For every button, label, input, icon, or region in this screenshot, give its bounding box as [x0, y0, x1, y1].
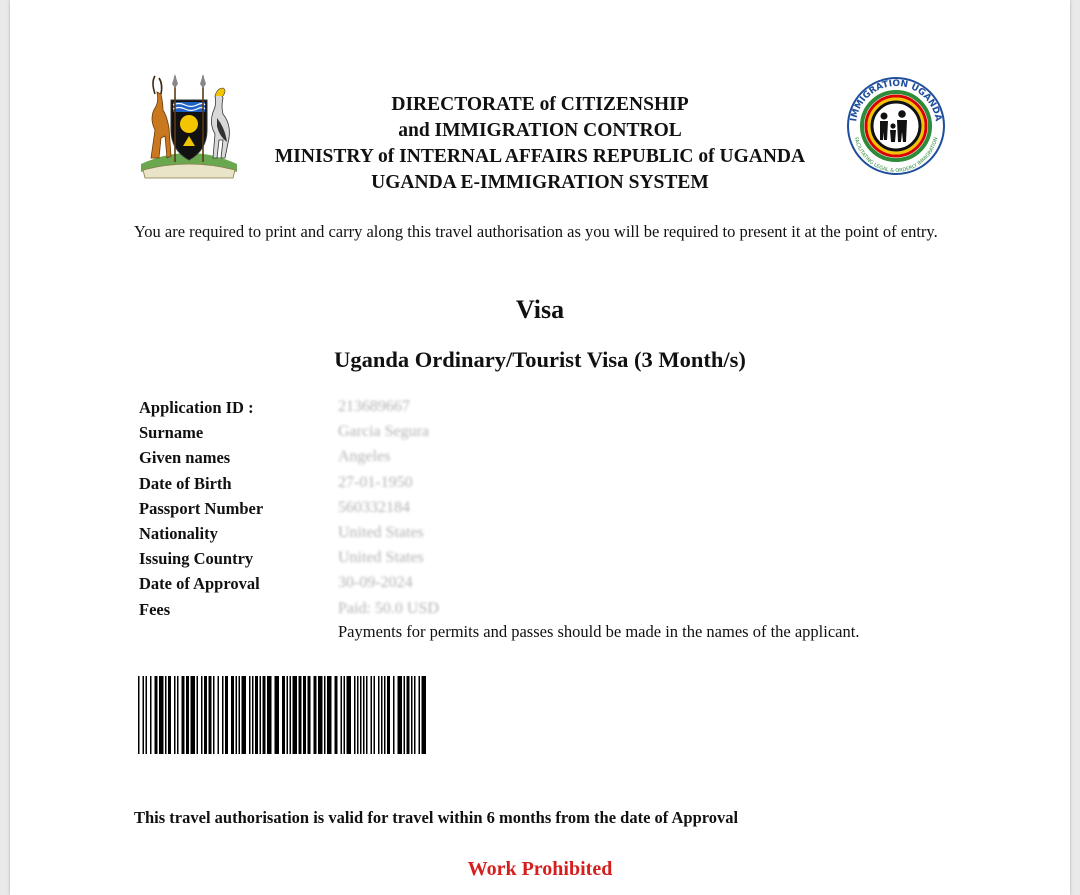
- header-line-1: DIRECTORATE of CITIZENSHIP: [391, 94, 689, 115]
- field-value: 27-01-1950: [338, 473, 413, 491]
- header: [210, 92, 870, 196]
- barcode-bar: [422, 676, 427, 754]
- barcode-bar: [174, 676, 176, 754]
- barcode-bar: [290, 676, 292, 754]
- field-value: 30-09-2024: [338, 574, 413, 592]
- field-label: Given names: [139, 448, 231, 468]
- barcode-bar: [407, 676, 410, 754]
- barcode-bar: [287, 676, 289, 754]
- barcode-bar: [260, 676, 262, 754]
- barcode-bar: [366, 676, 368, 754]
- barcode-bar: [150, 676, 152, 754]
- field-label: Passport Number: [139, 498, 264, 518]
- header-line-4: UGANDA E-IMMIGRATION SYSTEM: [371, 172, 709, 193]
- barcode-bar: [155, 676, 158, 754]
- header-line-2: and IMMIGRATION CONTROL: [398, 120, 682, 141]
- svg-text:FACILITATING LEGAL & ORDERLY I: FACILITATING LEGAL & ORDERLY IMMIGRATION: [852, 136, 940, 175]
- barcode-bar: [242, 676, 247, 754]
- barcode-bar: [275, 676, 280, 754]
- field-value: Garcia Segura: [338, 423, 430, 441]
- barcode-bar: [177, 676, 179, 754]
- barcode-bar: [419, 676, 421, 754]
- barcode-bar: [213, 676, 215, 754]
- barcode-bar: [387, 676, 390, 754]
- print-notice: You are required to print and carry along this travel authorisation as you will be required to present it at the point of entry.: [134, 222, 938, 241]
- visa-document: [10, 0, 1070, 895]
- barcode-bar: [209, 676, 212, 754]
- barcode-bar: [218, 676, 220, 754]
- barcode-bar: [282, 676, 285, 754]
- barcode-bar: [197, 676, 199, 754]
- field-label: Application ID :: [139, 398, 254, 417]
- barcode-bar: [360, 676, 362, 754]
- field-label: Nationality: [139, 523, 218, 543]
- barcode-bar: [378, 676, 380, 754]
- barcode-bar: [191, 676, 196, 754]
- barcode-bar: [381, 676, 383, 754]
- barcode-bar: [267, 676, 272, 754]
- barcode-bar: [371, 676, 373, 754]
- barcode-bar: [314, 676, 317, 754]
- barcode-bar: [159, 676, 164, 754]
- barcode-bar: [231, 676, 234, 754]
- svg-text:IMMIGRATION UGANDA: IMMIGRATION UGANDA: [849, 78, 943, 123]
- visa-type: Uganda Ordinary/Tourist Visa (3 Month/s): [334, 347, 746, 372]
- barcode-bar: [146, 676, 148, 754]
- barcode-bar: [411, 676, 413, 754]
- validity-note: This travel authorisation is valid for travel within 6 months from the date of Approval: [134, 808, 739, 827]
- barcode-bar: [186, 676, 189, 754]
- barcode-bar: [347, 676, 352, 754]
- field-value: United States: [338, 549, 424, 567]
- barcode-bar: [404, 676, 406, 754]
- payment-note: Payments for permits and passes should be made in the names of the applicant.: [338, 622, 860, 641]
- barcode-bar: [165, 676, 167, 754]
- field-value: Angeles: [338, 448, 391, 466]
- barcode-bar: [318, 676, 323, 754]
- barcode-bar: [138, 676, 140, 754]
- barcode-bar: [263, 676, 266, 754]
- barcode-bar: [384, 676, 386, 754]
- barcode-icon: [138, 676, 426, 754]
- barcode-bar: [414, 676, 416, 754]
- barcode-bar: [222, 676, 224, 754]
- barcode-bar: [252, 676, 254, 754]
- field-label: Date of Birth: [139, 473, 232, 493]
- barcode-bar: [335, 676, 338, 754]
- barcode-bar: [182, 676, 185, 754]
- barcode-bar: [225, 676, 228, 754]
- barcode-bar: [308, 676, 311, 754]
- barcode-bar: [201, 676, 203, 754]
- work-status: Work Prohibited: [467, 858, 613, 880]
- barcode-bar: [393, 676, 395, 754]
- field-value: 213689667: [338, 398, 410, 415]
- barcode-bar: [168, 676, 171, 754]
- barcode-bar: [239, 676, 241, 754]
- field-label: Issuing Country: [139, 549, 254, 569]
- field-value: 560332184: [338, 498, 410, 516]
- barcode-bar: [249, 676, 251, 754]
- document-title: Visa: [515, 295, 565, 324]
- barcode-bar: [204, 676, 207, 754]
- barcode-bar: [299, 676, 302, 754]
- barcode-bar: [293, 676, 298, 754]
- barcode-bar: [236, 676, 238, 754]
- immigration-uganda-logo-icon: [840, 70, 952, 182]
- barcode-bar: [327, 676, 332, 754]
- barcode-bar: [341, 676, 343, 754]
- barcode-bar: [344, 676, 346, 754]
- barcode-bar: [363, 676, 365, 754]
- barcode-bar: [374, 676, 376, 754]
- field-value: Paid: 50.0 USD: [338, 599, 439, 617]
- header-line-3: MINISTRY of INTERNAL AFFAIRS REPUBLIC of UGANDA: [274, 146, 806, 167]
- barcode-bar: [255, 676, 258, 754]
- barcode-bar: [357, 676, 359, 754]
- field-label: Fees: [139, 599, 171, 619]
- barcode-bar: [324, 676, 326, 754]
- field-label: Surname: [139, 423, 204, 443]
- field-value: United States: [338, 523, 424, 541]
- barcode-bar: [303, 676, 306, 754]
- barcode-bar: [354, 676, 356, 754]
- barcode-bar: [398, 676, 403, 754]
- field-label: Date of Approval: [139, 574, 260, 594]
- barcode-bar: [143, 676, 145, 754]
